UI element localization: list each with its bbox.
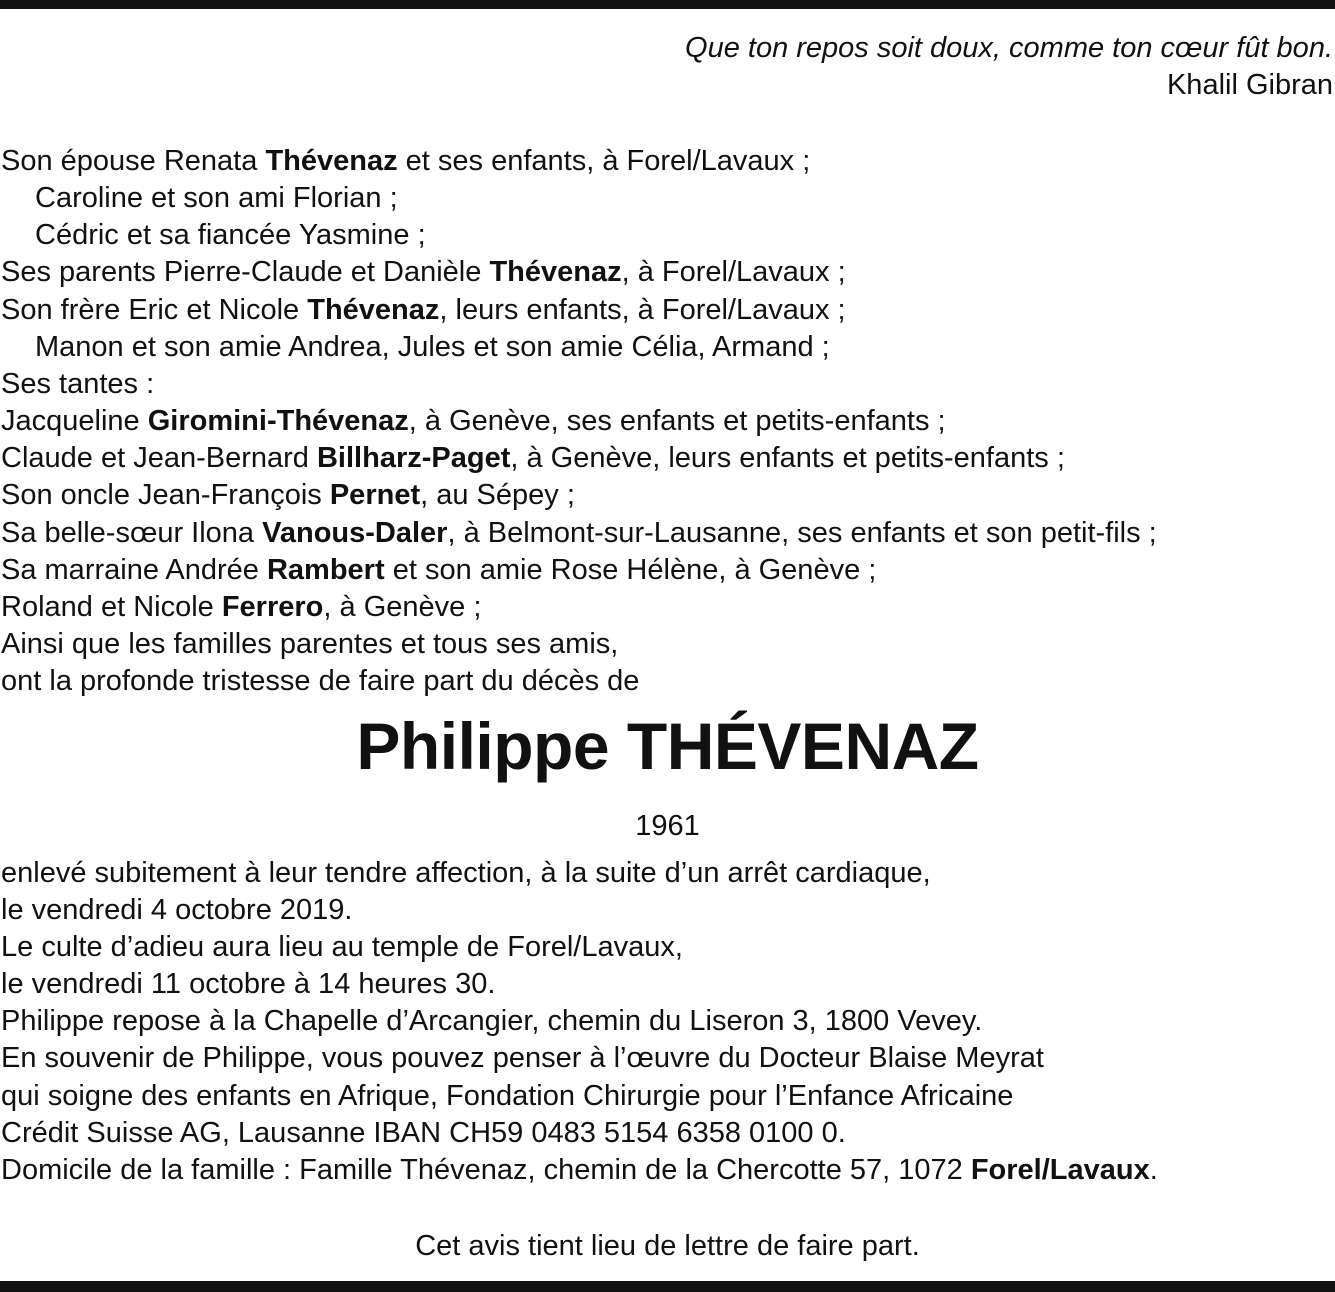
details-line: En souvenir de Philippe, vous pouvez penser à l’œuvre du Docteur Blaise Meyrat: [1, 1042, 1044, 1075]
family-line: Sa belle-sœur Ilona Vanous-Daler, à Belmont-sur-Lausanne, ses enfants et son petit-fils ;: [1, 516, 1157, 549]
details-line: enlevé subitement à leur tendre affection, à la suite d’un arrêt cardiaque,: [1, 857, 931, 889]
family-list: [1, 143, 1157, 700]
deceased-name: Philippe THÉVENAZ: [356, 709, 979, 783]
epigraph-author: Khalil Gibran: [1166, 69, 1333, 101]
family-line: Son oncle Jean-François Pernet, au Sépey ;: [1, 479, 575, 512]
epigraph: [685, 30, 1333, 104]
family-line: Cédric et sa fiancée Yasmine ;: [35, 219, 426, 252]
family-line: Son frère Eric et Nicole Thévenaz, leurs enfants, à Forel/Lavaux ;: [1, 293, 846, 326]
family-line: ont la profonde tristesse de faire part du décès de: [1, 665, 640, 698]
details-line: le vendredi 4 octobre 2019.: [1, 894, 353, 927]
deceased-birth-year: 1961: [635, 810, 700, 842]
details-line: le vendredi 11 octobre à 14 heures 30.: [1, 968, 496, 1001]
details-line: qui soigne des enfants en Afrique, Fondation Chirurgie pour l’Enfance Africaine: [1, 1079, 1014, 1112]
footer-note: Cet avis tient lieu de lettre de faire part.: [415, 1230, 920, 1262]
funeral-details: [1, 855, 1158, 1189]
details-line: Le culte d’adieu aura lieu au temple de Forel/Lavaux,: [1, 931, 683, 964]
family-line: Roland et Nicole Ferrero, à Genève ;: [1, 590, 482, 623]
family-line: Sa marraine Andrée Rambert et son amie Rose Hélène, à Genève ;: [1, 553, 877, 586]
bottom-border-rule: [0, 1281, 1335, 1292]
family-line: Ses tantes :: [1, 367, 155, 400]
family-line: Manon et son amie Andrea, Jules et son amie Célia, Armand ;: [35, 330, 830, 363]
family-line: Claude et Jean-Bernard Billharz-Paget, à Genève, leurs enfants et petits-enfants ;: [1, 442, 1065, 475]
family-line: Jacqueline Giromini-Thévenaz, à Genève, ses enfants et petits-enfants ;: [1, 405, 946, 438]
family-line: Ainsi que les familles parentes et tous ses amis,: [1, 628, 619, 661]
family-line: Son épouse Renata Thévenaz et ses enfants, à Forel/Lavaux ;: [1, 145, 811, 177]
details-line: Domicile de la famille : Famille Thévenaz, chemin de la Chercotte 57, 1072 Forel/Lavaux.: [1, 1153, 1158, 1186]
epigraph-quote: Que ton repos soit doux, comme ton cœur fût bon.: [685, 32, 1333, 64]
details-line: Crédit Suisse AG, Lausanne IBAN CH59 0483 5154 6358 0100 0.: [1, 1116, 846, 1149]
family-line: Caroline et son ami Florian ;: [35, 182, 398, 215]
details-line: Philippe repose à la Chapelle d’Arcangier, chemin du Liseron 3, 1800 Vevey.: [1, 1005, 983, 1038]
family-line: Ses parents Pierre-Claude et Danièle Thévenaz, à Forel/Lavaux ;: [1, 256, 846, 289]
top-border-rule: [0, 0, 1335, 9]
